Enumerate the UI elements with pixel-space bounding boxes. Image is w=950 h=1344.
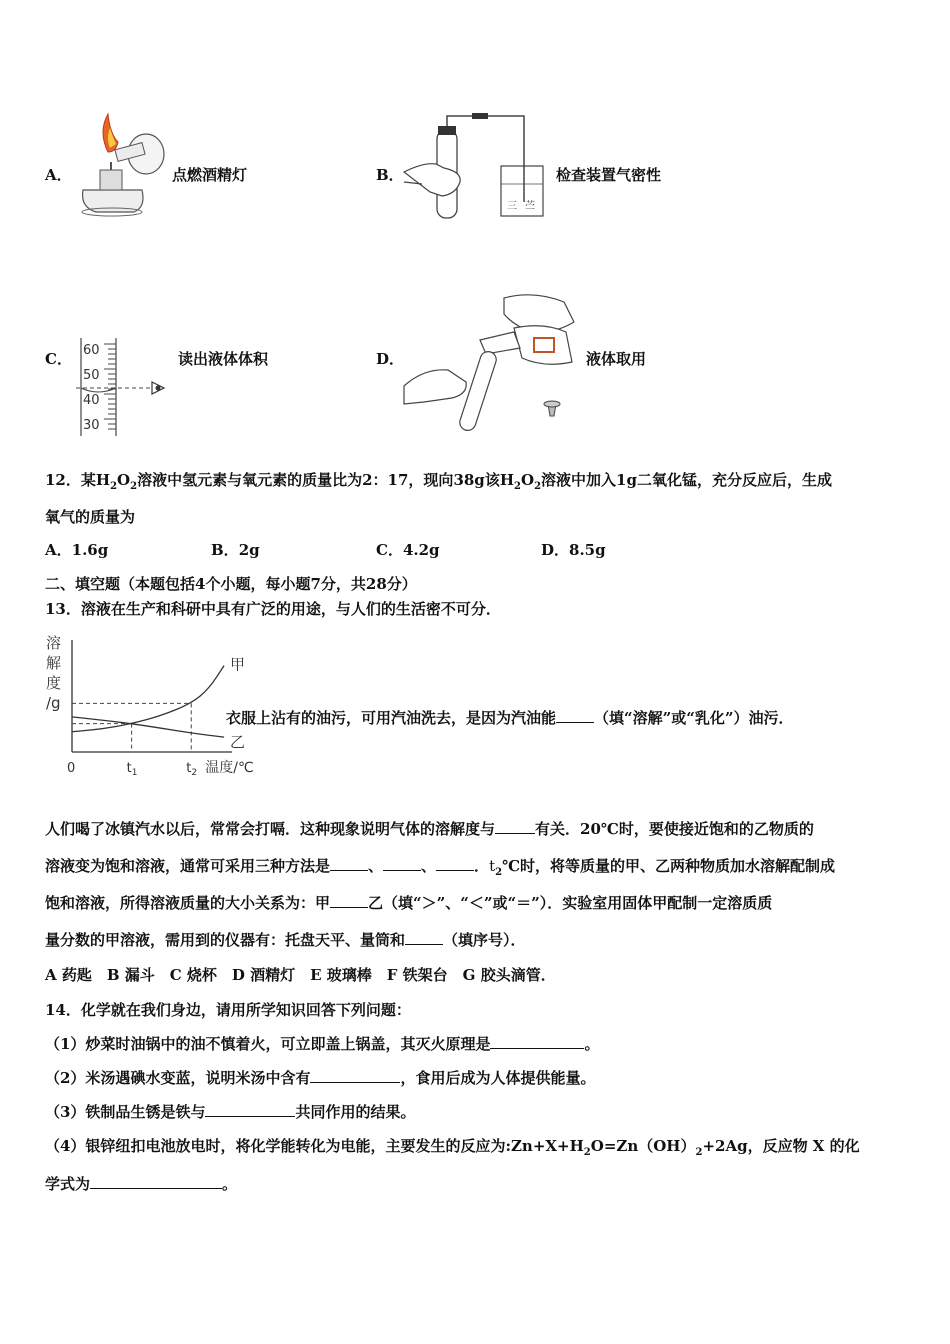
q13-text: 饱和溶液，所得溶液质量的大小关系为：甲 (45, 894, 331, 912)
formula-sub: 2 (110, 481, 118, 492)
formula-sub: 2 (514, 481, 521, 492)
svg-text:三: 三 (507, 201, 517, 212)
scale-tick-40: 40 (83, 393, 100, 408)
formula-h: H (499, 471, 515, 489)
formula-sub: 2 (130, 481, 138, 492)
x-axis-label: 温度/℃ (205, 760, 254, 776)
q12-text-a: 某 (80, 471, 96, 489)
q14-part4 (45, 1136, 860, 1156)
q13-side-a: 衣服上沾有的油污，可用汽油洗去，是因为汽油能 (226, 709, 557, 727)
q14-text: ，食用后成为人体提供能量。 (400, 1069, 596, 1087)
q12-catalyst: 1g (616, 471, 637, 489)
option-label: B． (211, 541, 239, 559)
option-value: 2g (238, 541, 260, 559)
series-line-0 (72, 666, 224, 732)
answer-blank[interactable] (383, 856, 421, 871)
q13-text: 有关．20℃时，要使接近饱和的乙物质的 (535, 820, 814, 838)
q13-text: 量分数的甲溶液，需用到的仪器有：托盘天平、量筒和 (45, 931, 406, 949)
airtightness-check-figure (404, 112, 554, 217)
q12-option-a (45, 540, 108, 560)
option-label: C． (376, 541, 403, 559)
period: ． (474, 857, 490, 875)
answer-blank[interactable] (330, 856, 368, 871)
q13-side-text (226, 708, 794, 728)
q14-text: （3）铁制品生锈是铁与 (45, 1103, 206, 1121)
q12-text-f: 二氧化锰，充分反应后，生成 (636, 471, 832, 489)
option-a-label: A． (45, 166, 72, 184)
q12-text-d: 该 (484, 471, 500, 489)
q13-text: 溶液变为饱和溶液，通常可采用三种方法是 (45, 857, 331, 875)
formula-o: O (117, 471, 131, 489)
y-axis-label-char: 解 (46, 654, 62, 672)
q13-para-line2 (45, 856, 835, 876)
answer-blank[interactable] (436, 856, 474, 871)
option-d-caption: 液体取用 (586, 350, 647, 368)
option-value: 1.6g (71, 541, 109, 559)
section-title: 二、填空题（本题包括4个小题，每小题7分，共28分） (45, 575, 417, 593)
q14-text: （4）银锌纽扣电池放电时，将化学能转化为电能，主要发生的反应为:Zn+X+H (45, 1137, 584, 1155)
formula-h: H (95, 471, 111, 489)
answer-blank[interactable] (490, 1034, 584, 1049)
option-c-caption: 读出液体体积 (178, 350, 269, 368)
svg-text:苎: 苎 (525, 201, 535, 212)
q12-text-c: ，现向 (408, 471, 454, 489)
scale-tick-60: 60 (83, 343, 100, 358)
option-value: 4.2g (402, 541, 440, 559)
q13-instruments: A 药匙 B 漏斗 C 烧杯 D 酒精灯 E 玻璃棒 F 铁架台 G 胶头滴管． (45, 966, 556, 984)
series-line-1 (72, 717, 224, 737)
y-axis-label-char: /g (46, 694, 61, 712)
q13-side-b: （填“溶解”或“乳化”）油污． (594, 709, 794, 727)
liquid-pouring-figure (404, 292, 580, 438)
scale-tick-50: 50 (83, 368, 100, 383)
q13-para-line1 (45, 819, 814, 839)
subscript: 2 (583, 1147, 591, 1158)
answer-blank[interactable] (556, 708, 594, 723)
q14-text: O=Zn（OH） (590, 1137, 696, 1155)
q12-line1 (45, 470, 832, 490)
x-tick-label-2: $t_2$ (186, 761, 198, 778)
q14-part4-cont (45, 1174, 237, 1194)
option-c-label: C． (45, 350, 72, 368)
q12-text-e: 溶液中加入 (541, 471, 617, 489)
q12-option-b (211, 540, 260, 560)
option-value: 8.5g (569, 541, 606, 559)
q13-para-line3 (45, 893, 772, 913)
formula-sub: 2 (534, 481, 542, 492)
option-label: D． (541, 541, 570, 559)
q13-intro: 13．溶液在生产和科研中具有广泛的用途，与人们的生活密不可分． (45, 600, 501, 618)
q13-text: 人们喝了冰镇汽水以后，常常会打嗝．这种现象说明气体的溶解度与 (45, 820, 496, 838)
q14-text: （1）炒菜时油锅中的油不慎着火，可立即盖上锅盖，其灭火原理是 (45, 1035, 491, 1053)
answer-blank[interactable] (330, 893, 368, 908)
y-axis-label-char: 度 (46, 674, 62, 692)
series-label-0: 甲 (230, 655, 246, 674)
answer-blank[interactable] (90, 1174, 222, 1189)
q12-line2: 氧气的质量为 (45, 508, 136, 526)
y-axis-label-char: 溶 (46, 634, 62, 652)
q12-text-b: 溶液中氢元素与氧元素的质量比为 (137, 471, 363, 489)
separator: 、 (368, 857, 384, 875)
alcohol-lamp-lighting-figure (68, 112, 168, 217)
scale-tick-30: 30 (83, 418, 100, 433)
x-tick-label-1: $t_1$ (126, 761, 138, 778)
q14-part1 (45, 1034, 599, 1054)
q14-text: 学式为 (45, 1175, 91, 1193)
q13-text: ℃时，将等质量的甲、乙两种物质加水溶解配制成 (502, 857, 836, 875)
q14-text: （2）米汤遇碘水变蓝，说明米汤中含有 (45, 1069, 311, 1087)
subscript: 2 (695, 1147, 703, 1158)
answer-blank[interactable] (205, 1102, 295, 1117)
q12-option-c (376, 540, 440, 560)
q12-mass: 38g (453, 471, 485, 489)
q14-part3 (45, 1102, 415, 1122)
answer-blank[interactable] (310, 1068, 400, 1083)
q13-para-line4 (45, 930, 526, 950)
formula-o: O (520, 471, 535, 489)
q14-text: +2Ag，反应物 X 的化 (702, 1137, 860, 1155)
q14-text: 。 (222, 1175, 238, 1193)
subscript: 2 (495, 867, 503, 878)
graduated-cylinder-reading-figure (76, 336, 176, 440)
q13-text: t (489, 857, 496, 875)
option-d-label: D． (376, 350, 405, 368)
answer-blank[interactable] (405, 930, 443, 945)
q13-text: 乙（填“＞”、“＜”或“＝”）．实验室用固体甲配制一定溶质质 (368, 894, 773, 912)
q12-ratio: 2：17 (362, 471, 409, 489)
q12-number: 12． (45, 471, 81, 489)
q14-text: 共同作用的结果。 (295, 1103, 416, 1121)
option-b-label: B． (376, 166, 404, 184)
series-label-1: 乙 (230, 733, 246, 752)
option-b-caption: 检查装置气密性 (556, 166, 662, 184)
x-tick-label-0: 0 (67, 761, 76, 776)
q12-option-d (541, 540, 606, 560)
answer-blank[interactable] (495, 819, 535, 834)
q14-text: 。 (584, 1035, 600, 1053)
option-label: A． (45, 541, 72, 559)
q14-part2 (45, 1068, 595, 1088)
option-a-caption: 点燃酒精灯 (172, 166, 248, 184)
q13-text: （填序号）． (443, 931, 526, 949)
separator: 、 (421, 857, 437, 875)
solubility-curve-chart (40, 630, 254, 782)
q14-intro: 14．化学就在我们身边，请用所学知识回答下列问题： (45, 1001, 411, 1019)
